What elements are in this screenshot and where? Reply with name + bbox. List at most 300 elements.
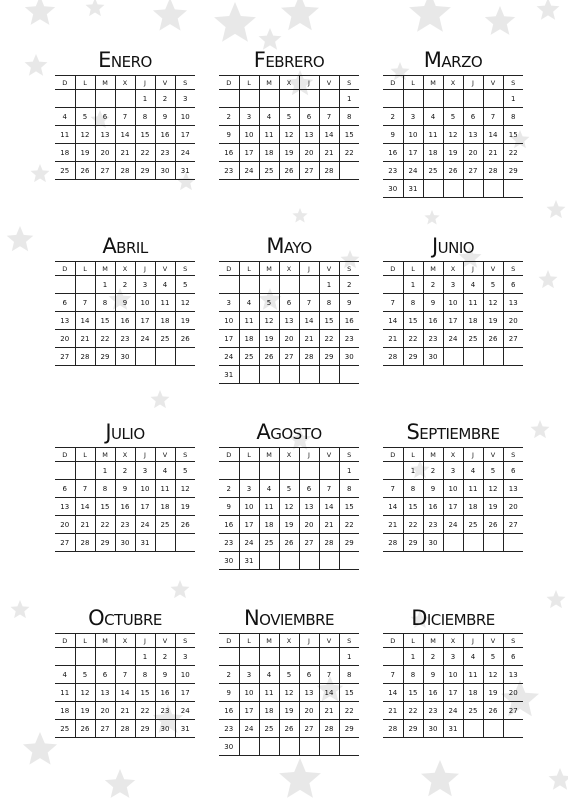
day-cell: 24 <box>443 330 463 348</box>
day-cell: 28 <box>75 534 95 552</box>
weekday-header: S <box>339 448 359 462</box>
weekday-header: M <box>259 76 279 90</box>
star-icon <box>531 420 550 438</box>
day-cell: 30 <box>423 348 443 366</box>
day-cell <box>463 348 483 366</box>
day-cell: 18 <box>463 684 483 702</box>
day-cell <box>463 90 483 108</box>
weekday-header: L <box>75 76 95 90</box>
day-cell: 13 <box>463 126 483 144</box>
day-cell: 28 <box>115 162 135 180</box>
day-cell <box>279 648 299 666</box>
day-cell: 25 <box>259 720 279 738</box>
day-cell: 20 <box>503 312 523 330</box>
day-cell: 18 <box>259 144 279 162</box>
day-cell: 22 <box>135 144 155 162</box>
weekday-header: S <box>175 76 195 90</box>
day-cell: 11 <box>259 684 279 702</box>
day-cell: 25 <box>259 162 279 180</box>
day-cell: 18 <box>155 312 175 330</box>
day-cell: 11 <box>155 480 175 498</box>
week-row <box>55 480 195 498</box>
day-cell: 11 <box>239 312 259 330</box>
day-cell: 12 <box>483 480 503 498</box>
week-row <box>219 684 359 702</box>
day-cell <box>175 534 195 552</box>
day-cell: 21 <box>483 144 503 162</box>
day-cell: 2 <box>423 276 443 294</box>
day-cell: 13 <box>55 498 75 516</box>
day-cell: 20 <box>503 684 523 702</box>
day-cell: 26 <box>483 702 503 720</box>
weekday-header: L <box>239 262 259 276</box>
day-cell: 24 <box>175 144 195 162</box>
day-cell: 12 <box>483 294 503 312</box>
day-cell <box>503 534 523 552</box>
day-cell: 29 <box>503 162 523 180</box>
month-day-grid <box>219 447 359 570</box>
star-icon <box>31 164 50 182</box>
month-calendar <box>383 231 523 417</box>
day-cell: 8 <box>135 666 155 684</box>
day-cell: 23 <box>115 516 135 534</box>
week-row <box>219 552 359 570</box>
day-cell: 22 <box>339 702 359 720</box>
day-cell: 23 <box>219 162 239 180</box>
week-row <box>55 720 195 738</box>
day-cell: 6 <box>503 276 523 294</box>
week-row <box>219 480 359 498</box>
weekday-header: D <box>226 450 232 459</box>
day-cell: 16 <box>155 684 175 702</box>
day-cell: 23 <box>155 144 175 162</box>
day-cell: 27 <box>95 162 115 180</box>
day-cell: 23 <box>423 702 443 720</box>
day-cell: 5 <box>443 108 463 126</box>
day-cell: 26 <box>75 162 95 180</box>
day-cell: 6 <box>95 666 115 684</box>
day-cell: 31 <box>443 720 463 738</box>
day-cell: 12 <box>175 480 195 498</box>
day-cell: 30 <box>423 720 443 738</box>
day-cell: 7 <box>483 108 503 126</box>
weekday-header: S <box>175 262 195 276</box>
day-cell: 7 <box>383 480 403 498</box>
day-cell: 4 <box>463 648 483 666</box>
day-cell <box>299 552 319 570</box>
day-cell: 11 <box>423 126 443 144</box>
day-cell <box>319 366 339 384</box>
day-cell: 15 <box>503 126 523 144</box>
day-cell: 2 <box>219 666 239 684</box>
day-cell: 16 <box>423 312 443 330</box>
day-cell: 10 <box>443 294 463 312</box>
day-cell <box>279 738 299 756</box>
week-row <box>55 498 195 516</box>
day-cell: 23 <box>423 516 443 534</box>
day-cell <box>239 738 259 756</box>
day-cell: 13 <box>299 126 319 144</box>
day-cell: 7 <box>115 666 135 684</box>
day-cell: 20 <box>299 144 319 162</box>
day-cell: 10 <box>239 498 259 516</box>
day-cell: 11 <box>155 294 175 312</box>
weekday-header: S <box>175 634 195 648</box>
day-cell: 6 <box>279 294 299 312</box>
week-row <box>55 276 195 294</box>
day-cell: 3 <box>403 108 423 126</box>
month-calendar <box>55 603 195 789</box>
day-cell: 29 <box>95 348 115 366</box>
day-cell: 7 <box>383 666 403 684</box>
month-calendar <box>219 417 359 603</box>
weekday-header: J <box>299 634 319 648</box>
day-cell: 29 <box>135 720 155 738</box>
day-cell: 10 <box>175 108 195 126</box>
day-cell: 16 <box>155 126 175 144</box>
day-cell: 18 <box>55 702 75 720</box>
day-cell: 5 <box>259 294 279 312</box>
day-cell <box>299 276 319 294</box>
day-cell <box>239 90 259 108</box>
day-cell: 21 <box>383 702 403 720</box>
weekday-header: J <box>135 634 155 648</box>
month-calendar <box>219 603 359 789</box>
day-cell <box>259 552 279 570</box>
week-row <box>55 144 195 162</box>
day-cell: 26 <box>483 330 503 348</box>
day-cell: 29 <box>339 534 359 552</box>
month-calendar <box>219 231 359 417</box>
day-cell: 1 <box>319 276 339 294</box>
day-cell <box>259 648 279 666</box>
day-cell: 15 <box>135 684 155 702</box>
weekday-header: S <box>175 448 195 462</box>
weekday-header: V <box>155 262 175 276</box>
weekday-header: S <box>339 262 359 276</box>
weekday-header: D <box>62 78 68 87</box>
day-cell: 24 <box>403 162 423 180</box>
day-cell: 26 <box>443 162 463 180</box>
day-cell: 7 <box>319 480 339 498</box>
week-row <box>383 330 523 348</box>
week-row <box>383 294 523 312</box>
day-cell: 29 <box>319 348 339 366</box>
week-row <box>55 90 195 108</box>
star-icon <box>153 0 187 31</box>
day-cell: 10 <box>135 294 155 312</box>
day-cell: 14 <box>299 312 319 330</box>
day-cell <box>483 180 503 198</box>
day-cell: 24 <box>175 702 195 720</box>
day-cell: 8 <box>339 666 359 684</box>
weekday-header: S <box>503 76 523 90</box>
weekday-header: X <box>115 76 135 90</box>
day-cell: 15 <box>403 498 423 516</box>
week-row <box>383 144 523 162</box>
day-cell: 21 <box>383 330 403 348</box>
week-row <box>219 648 359 666</box>
weekday-header: M <box>95 634 115 648</box>
day-cell <box>55 276 75 294</box>
day-cell: 6 <box>299 108 319 126</box>
day-cell <box>483 720 503 738</box>
weekday-header: D <box>62 636 68 645</box>
day-cell: 18 <box>155 498 175 516</box>
week-row <box>219 702 359 720</box>
day-cell <box>423 90 443 108</box>
month-title: Julio <box>105 420 145 444</box>
day-cell: 27 <box>55 534 75 552</box>
weekday-header: D <box>226 264 232 273</box>
star-icon <box>214 2 256 42</box>
week-row <box>383 648 523 666</box>
day-cell: 11 <box>463 480 483 498</box>
day-cell: 29 <box>95 534 115 552</box>
day-cell: 17 <box>135 312 155 330</box>
weekday-header: M <box>423 76 443 90</box>
day-cell <box>339 162 359 180</box>
month-calendar <box>383 45 523 231</box>
day-cell: 18 <box>463 312 483 330</box>
day-cell <box>383 90 403 108</box>
day-cell: 10 <box>219 312 239 330</box>
weekday-header: M <box>95 448 115 462</box>
day-cell: 28 <box>483 162 503 180</box>
day-cell: 25 <box>55 162 75 180</box>
month-day-grid <box>219 261 359 384</box>
day-cell: 6 <box>55 294 75 312</box>
weekday-header: D <box>226 78 232 87</box>
day-cell: 30 <box>115 348 135 366</box>
day-cell <box>443 90 463 108</box>
week-row <box>383 702 523 720</box>
weekday-header: X <box>443 76 463 90</box>
weekday-header: M <box>259 634 279 648</box>
day-cell: 10 <box>403 126 423 144</box>
weekday-header: X <box>115 448 135 462</box>
day-cell: 23 <box>219 534 239 552</box>
day-cell: 1 <box>403 276 423 294</box>
weekday-header: X <box>115 262 135 276</box>
day-cell: 21 <box>319 702 339 720</box>
weekday-header: S <box>339 634 359 648</box>
week-row <box>55 108 195 126</box>
day-cell: 16 <box>423 498 443 516</box>
month-day-grid <box>383 75 523 198</box>
month-title: Mayo <box>266 234 312 258</box>
week-row <box>219 720 359 738</box>
day-cell <box>239 462 259 480</box>
day-cell: 21 <box>115 702 135 720</box>
day-cell: 2 <box>219 108 239 126</box>
day-cell: 9 <box>383 126 403 144</box>
day-cell <box>219 648 239 666</box>
day-cell: 12 <box>279 498 299 516</box>
day-cell: 8 <box>339 480 359 498</box>
day-cell: 25 <box>463 516 483 534</box>
day-cell: 1 <box>135 90 155 108</box>
day-cell <box>155 348 175 366</box>
day-cell: 20 <box>55 330 75 348</box>
day-cell: 11 <box>463 294 483 312</box>
day-cell: 22 <box>339 144 359 162</box>
week-row <box>219 534 359 552</box>
day-cell: 12 <box>279 126 299 144</box>
day-cell: 13 <box>299 684 319 702</box>
week-row <box>219 462 359 480</box>
day-cell: 17 <box>443 684 463 702</box>
day-cell: 27 <box>503 516 523 534</box>
day-cell: 14 <box>383 312 403 330</box>
weekday-header: J <box>135 448 155 462</box>
day-cell: 2 <box>115 462 135 480</box>
day-cell: 14 <box>383 684 403 702</box>
day-cell <box>279 276 299 294</box>
day-cell: 19 <box>279 516 299 534</box>
week-row <box>55 462 195 480</box>
day-cell: 17 <box>443 498 463 516</box>
day-cell: 4 <box>239 294 259 312</box>
day-cell: 27 <box>95 720 115 738</box>
day-cell: 11 <box>55 684 75 702</box>
day-cell: 16 <box>219 702 239 720</box>
day-cell: 24 <box>219 348 239 366</box>
day-cell: 6 <box>463 108 483 126</box>
weekday-header: X <box>115 634 135 648</box>
star-icon <box>25 54 48 76</box>
day-cell: 27 <box>299 162 319 180</box>
week-row <box>219 126 359 144</box>
weekday-header: X <box>279 76 299 90</box>
weekday-header: V <box>483 448 503 462</box>
day-cell: 5 <box>279 480 299 498</box>
day-cell: 5 <box>483 648 503 666</box>
day-cell: 20 <box>279 330 299 348</box>
day-cell: 11 <box>259 126 279 144</box>
day-cell: 31 <box>403 180 423 198</box>
star-icon <box>23 732 57 765</box>
weekday-header: V <box>483 262 503 276</box>
day-cell: 3 <box>175 90 195 108</box>
day-cell <box>383 462 403 480</box>
day-cell <box>155 534 175 552</box>
day-cell: 22 <box>135 702 155 720</box>
day-cell: 27 <box>503 330 523 348</box>
day-cell: 8 <box>95 294 115 312</box>
day-cell: 27 <box>299 534 319 552</box>
day-cell: 26 <box>279 162 299 180</box>
month-title: Noviembre <box>243 606 335 630</box>
day-cell: 28 <box>75 348 95 366</box>
weekday-header: M <box>95 262 115 276</box>
day-cell: 19 <box>483 684 503 702</box>
day-cell: 21 <box>319 516 339 534</box>
day-cell <box>75 276 95 294</box>
day-cell: 23 <box>219 720 239 738</box>
day-cell: 16 <box>219 516 239 534</box>
month-day-grid <box>219 75 359 180</box>
day-cell: 16 <box>219 144 239 162</box>
week-row <box>55 534 195 552</box>
day-cell: 17 <box>175 126 195 144</box>
day-cell: 26 <box>175 516 195 534</box>
week-row <box>55 162 195 180</box>
day-cell: 9 <box>219 498 239 516</box>
day-cell: 9 <box>155 108 175 126</box>
day-cell: 18 <box>259 516 279 534</box>
weekday-header: J <box>135 76 155 90</box>
day-cell: 28 <box>383 720 403 738</box>
day-cell <box>55 462 75 480</box>
day-cell: 1 <box>95 462 115 480</box>
day-cell <box>115 90 135 108</box>
day-cell: 11 <box>259 498 279 516</box>
day-cell: 23 <box>423 330 443 348</box>
day-cell: 28 <box>319 720 339 738</box>
month-title: Agosto <box>256 420 322 444</box>
day-cell: 22 <box>95 516 115 534</box>
day-cell: 30 <box>115 534 135 552</box>
week-row <box>55 516 195 534</box>
week-row <box>383 312 523 330</box>
day-cell: 25 <box>259 534 279 552</box>
weekday-header: D <box>62 450 68 459</box>
week-row <box>383 534 523 552</box>
day-cell: 3 <box>443 276 463 294</box>
day-cell: 22 <box>339 516 359 534</box>
day-cell <box>219 276 239 294</box>
weekday-header: L <box>403 634 423 648</box>
week-row <box>219 312 359 330</box>
week-row <box>383 180 523 198</box>
week-row <box>55 312 195 330</box>
day-cell <box>319 462 339 480</box>
day-cell <box>299 462 319 480</box>
day-cell: 20 <box>299 516 319 534</box>
week-row <box>383 666 523 684</box>
day-cell: 21 <box>319 144 339 162</box>
day-cell <box>259 90 279 108</box>
month-calendar <box>219 45 359 231</box>
month-title: Septiembre <box>406 420 500 444</box>
month-title: Octubre <box>88 606 162 630</box>
day-cell: 26 <box>175 330 195 348</box>
day-cell: 19 <box>483 312 503 330</box>
day-cell <box>239 276 259 294</box>
day-cell: 3 <box>239 108 259 126</box>
day-cell: 30 <box>339 348 359 366</box>
day-cell <box>95 90 115 108</box>
day-cell: 12 <box>279 684 299 702</box>
weekday-header: D <box>390 264 396 273</box>
weekday-header: M <box>423 448 443 462</box>
day-cell: 20 <box>95 144 115 162</box>
day-cell: 16 <box>423 684 443 702</box>
day-cell: 8 <box>503 108 523 126</box>
weekday-header: J <box>299 76 319 90</box>
day-cell: 5 <box>483 276 503 294</box>
day-cell: 9 <box>115 480 135 498</box>
weekday-header: L <box>239 634 259 648</box>
week-row <box>55 684 195 702</box>
day-cell <box>279 90 299 108</box>
day-cell <box>463 534 483 552</box>
month-title: Marzo <box>423 48 483 72</box>
day-cell: 7 <box>75 480 95 498</box>
day-cell: 28 <box>115 720 135 738</box>
day-cell: 4 <box>463 462 483 480</box>
